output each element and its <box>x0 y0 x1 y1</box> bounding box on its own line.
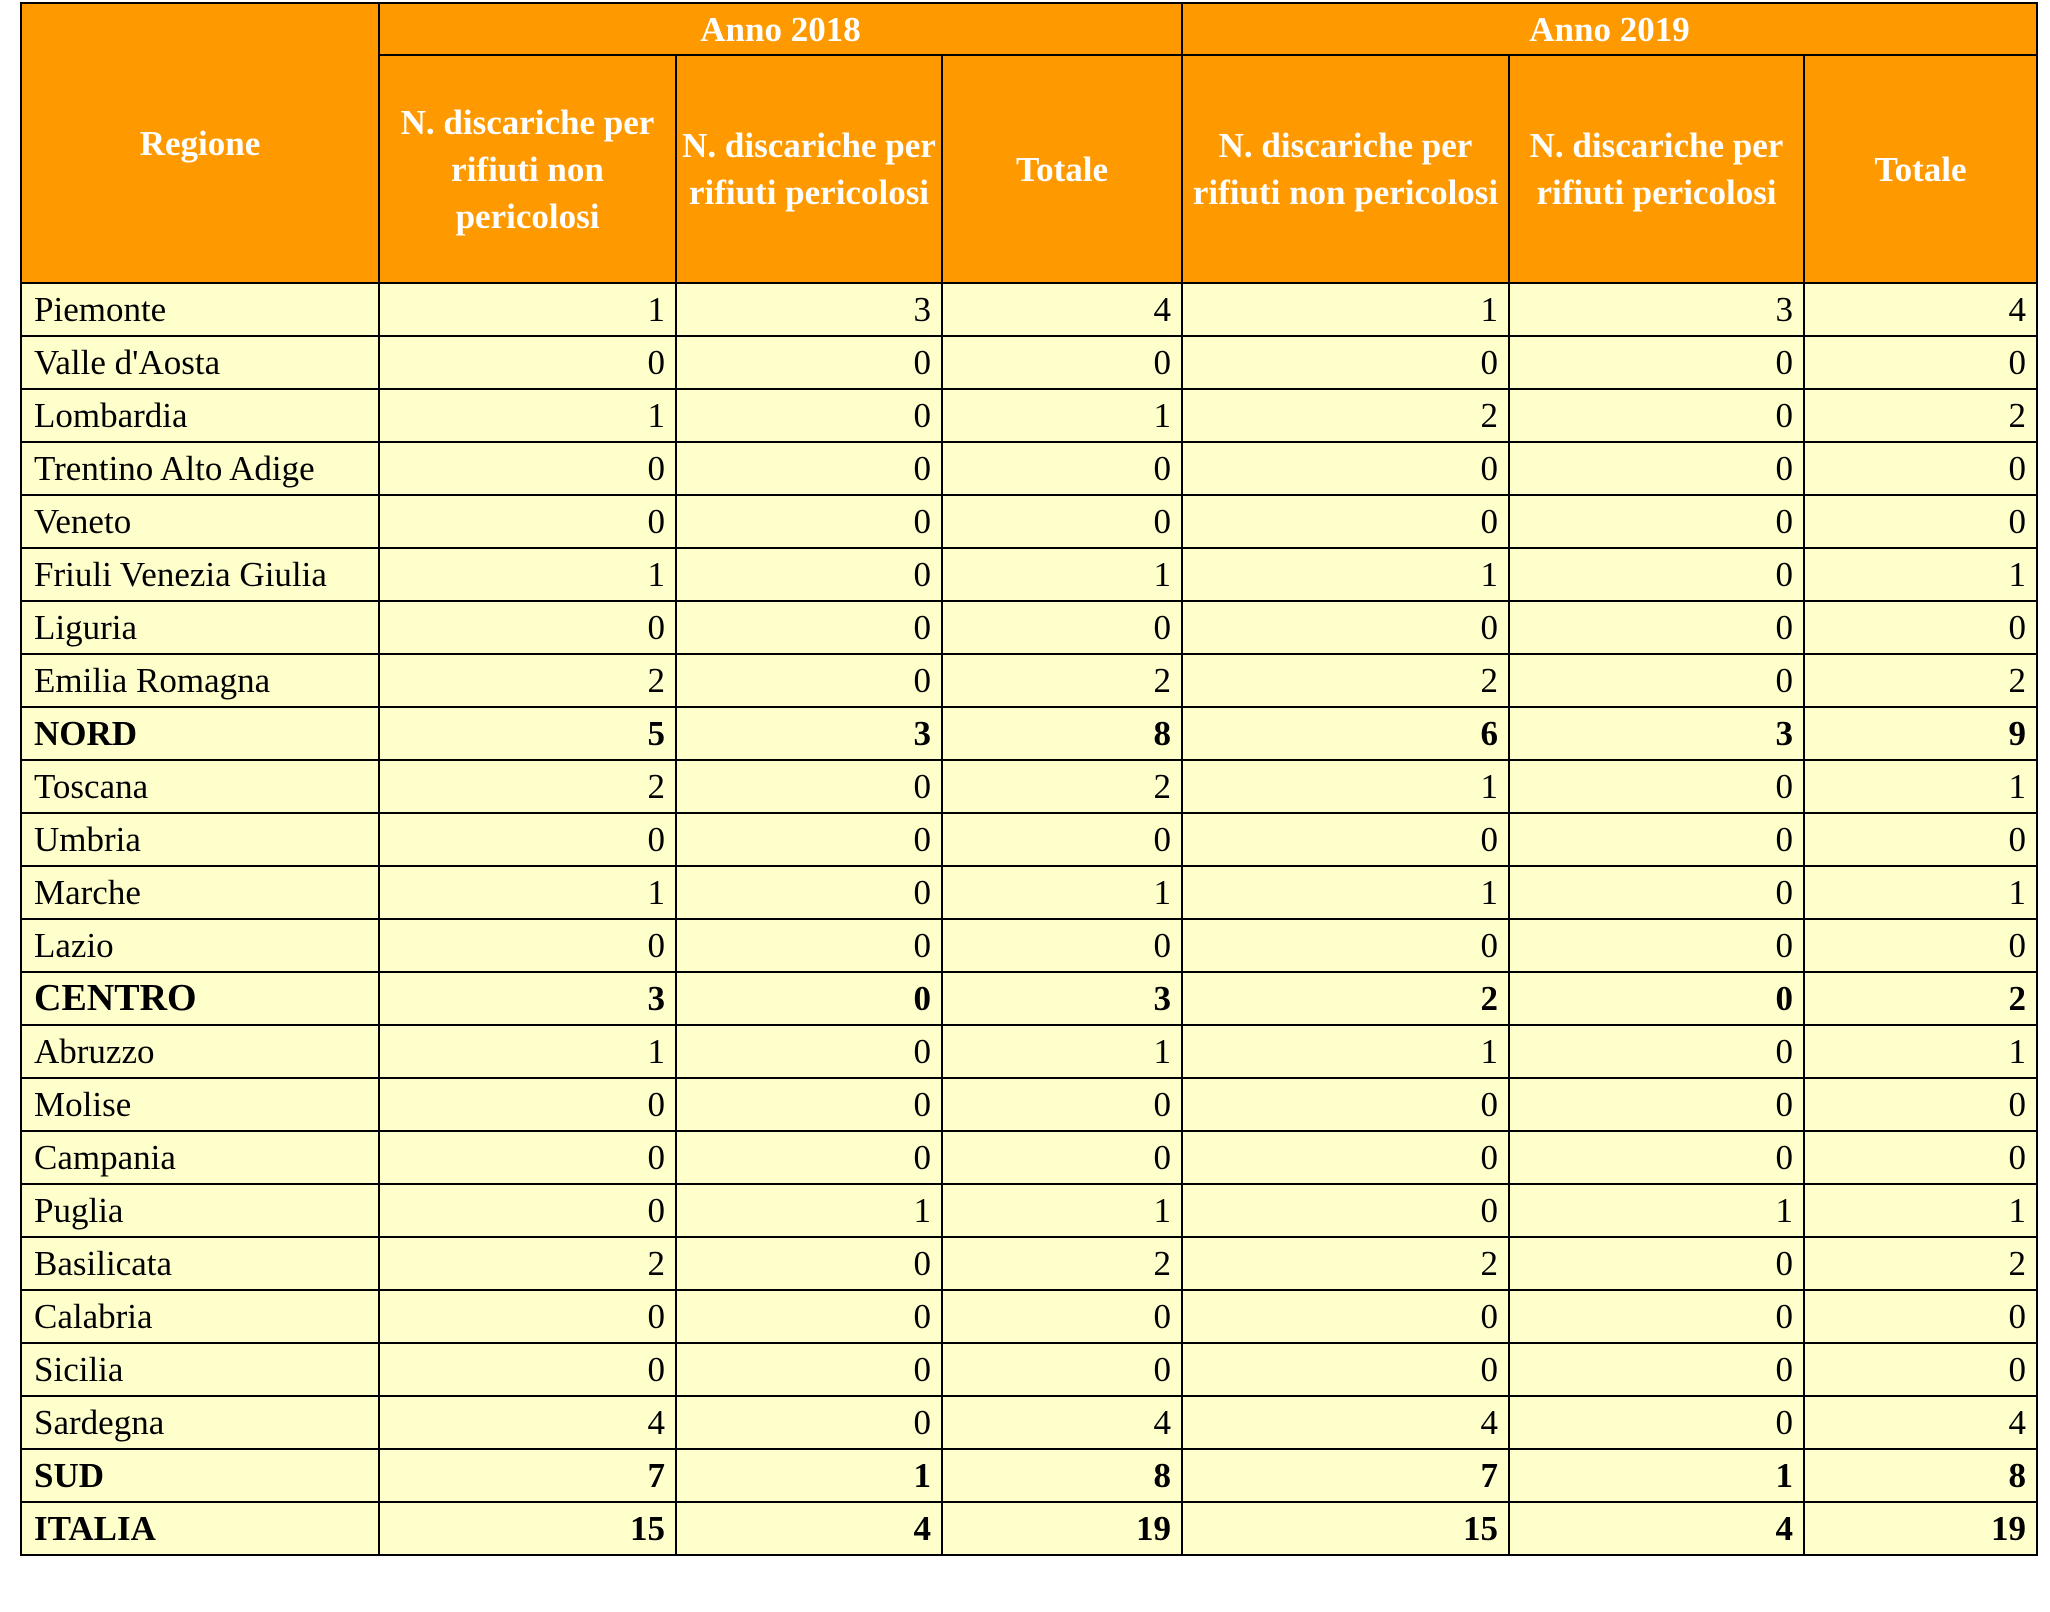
non-hazardous-2019-cell: 0 <box>1182 1131 1509 1184</box>
non-hazardous-2019-cell: 0 <box>1182 336 1509 389</box>
non-hazardous-2019-cell: 0 <box>1182 1290 1509 1343</box>
region-name-cell: CENTRO <box>21 972 379 1025</box>
region-name-cell: Sicilia <box>21 1343 379 1396</box>
hazardous-2018-cell: 0 <box>676 1237 942 1290</box>
table-row <box>21 601 2037 654</box>
table-row <box>21 1184 2037 1237</box>
hazardous-2019-cell: 0 <box>1509 601 1804 654</box>
region-name-cell: Emilia Romagna <box>21 654 379 707</box>
hazardous-2019-cell: 1 <box>1509 1449 1804 1502</box>
hazardous-2018-cell: 0 <box>676 442 942 495</box>
total-2019-cell: 0 <box>1804 1131 2037 1184</box>
non-hazardous-2019-cell: 0 <box>1182 495 1509 548</box>
non-hazardous-2018-cell: 3 <box>379 972 676 1025</box>
total-2019-cell: 1 <box>1804 1184 2037 1237</box>
total-2018-cell: 0 <box>942 336 1182 389</box>
table-header <box>21 3 2037 283</box>
total-2018-cell: 0 <box>942 1131 1182 1184</box>
total-2018-cell: 2 <box>942 1237 1182 1290</box>
total-2019-cell: 1 <box>1804 1025 2037 1078</box>
column-header-non-hazardous-2018: N. discariche per rifiuti non pericolosi <box>379 55 676 283</box>
total-2019-cell: 8 <box>1804 1449 2037 1502</box>
non-hazardous-2019-cell: 1 <box>1182 866 1509 919</box>
table-row <box>21 389 2037 442</box>
table-row <box>21 1396 2037 1449</box>
non-hazardous-2018-cell: 0 <box>379 336 676 389</box>
hazardous-2018-cell: 0 <box>676 1290 942 1343</box>
region-name-cell: Calabria <box>21 1290 379 1343</box>
total-2018-cell: 0 <box>942 1343 1182 1396</box>
region-name-cell: Basilicata <box>21 1237 379 1290</box>
hazardous-2019-cell: 0 <box>1509 495 1804 548</box>
total-2019-cell: 0 <box>1804 442 2037 495</box>
hazardous-2018-cell: 1 <box>676 1184 942 1237</box>
hazardous-2018-cell: 0 <box>676 1343 942 1396</box>
hazardous-2018-cell: 0 <box>676 760 942 813</box>
region-name-cell: NORD <box>21 707 379 760</box>
total-2018-cell: 1 <box>942 1025 1182 1078</box>
non-hazardous-2018-cell: 1 <box>379 389 676 442</box>
hazardous-2018-cell: 4 <box>676 1502 942 1555</box>
total-2019-cell: 0 <box>1804 495 2037 548</box>
hazardous-2018-cell: 0 <box>676 1131 942 1184</box>
table-row <box>21 1078 2037 1131</box>
table-row <box>21 1290 2037 1343</box>
hazardous-2018-cell: 0 <box>676 495 942 548</box>
column-header-total-2018: Totale <box>942 55 1182 283</box>
total-2018-cell: 2 <box>942 654 1182 707</box>
hazardous-2019-cell: 0 <box>1509 1396 1804 1449</box>
total-2019-cell: 2 <box>1804 654 2037 707</box>
total-2019-cell: 0 <box>1804 1290 2037 1343</box>
non-hazardous-2018-cell: 0 <box>379 1290 676 1343</box>
hazardous-2018-cell: 0 <box>676 866 942 919</box>
region-name-cell: Sardegna <box>21 1396 379 1449</box>
hazardous-2018-cell: 0 <box>676 919 942 972</box>
hazardous-2018-cell: 3 <box>676 283 942 336</box>
total-2018-cell: 8 <box>942 1449 1182 1502</box>
total-2018-cell: 4 <box>942 1396 1182 1449</box>
table-row <box>21 283 2037 336</box>
non-hazardous-2018-cell: 1 <box>379 548 676 601</box>
total-2018-cell: 0 <box>942 919 1182 972</box>
total-2019-cell: 2 <box>1804 1237 2037 1290</box>
hazardous-2018-cell: 0 <box>676 972 942 1025</box>
table-container <box>20 2 2038 1556</box>
hazardous-2019-cell: 0 <box>1509 1131 1804 1184</box>
table-row <box>21 919 2037 972</box>
table-row <box>21 495 2037 548</box>
non-hazardous-2019-cell: 7 <box>1182 1449 1509 1502</box>
region-name-cell: Piemonte <box>21 283 379 336</box>
column-header-hazardous-2018: N. discariche per rifiuti pericolosi <box>676 55 942 283</box>
hazardous-2019-cell: 0 <box>1509 1237 1804 1290</box>
non-hazardous-2018-cell: 0 <box>379 919 676 972</box>
non-hazardous-2019-cell: 0 <box>1182 442 1509 495</box>
total-2018-cell: 0 <box>942 813 1182 866</box>
region-name-cell: SUD <box>21 1449 379 1502</box>
table-row <box>21 442 2037 495</box>
table-row-subtotal <box>21 1502 2037 1555</box>
column-header-non-hazardous-2019: N. discariche per rifiuti non pericolosi <box>1182 55 1509 283</box>
table-row-subtotal <box>21 1449 2037 1502</box>
non-hazardous-2018-cell: 1 <box>379 1025 676 1078</box>
region-name-cell: Marche <box>21 866 379 919</box>
hazardous-2019-cell: 1 <box>1509 1184 1804 1237</box>
region-name-cell: Liguria <box>21 601 379 654</box>
hazardous-2019-cell: 0 <box>1509 1290 1804 1343</box>
hazardous-2019-cell: 0 <box>1509 389 1804 442</box>
hazardous-2019-cell: 0 <box>1509 1343 1804 1396</box>
non-hazardous-2018-cell: 15 <box>379 1502 676 1555</box>
hazardous-2019-cell: 0 <box>1509 760 1804 813</box>
non-hazardous-2018-cell: 2 <box>379 760 676 813</box>
total-2019-cell: 0 <box>1804 813 2037 866</box>
landfill-table <box>20 2 2038 1556</box>
total-2018-cell: 0 <box>942 495 1182 548</box>
region-name-cell: Molise <box>21 1078 379 1131</box>
total-2019-cell: 19 <box>1804 1502 2037 1555</box>
non-hazardous-2019-cell: 2 <box>1182 389 1509 442</box>
hazardous-2018-cell: 3 <box>676 707 942 760</box>
table-row <box>21 1025 2037 1078</box>
hazardous-2018-cell: 0 <box>676 389 942 442</box>
non-hazardous-2018-cell: 0 <box>379 495 676 548</box>
table-row <box>21 813 2037 866</box>
non-hazardous-2019-cell: 0 <box>1182 1184 1509 1237</box>
non-hazardous-2019-cell: 2 <box>1182 654 1509 707</box>
total-2018-cell: 19 <box>942 1502 1182 1555</box>
non-hazardous-2019-cell: 0 <box>1182 1078 1509 1131</box>
column-header-hazardous-2019: N. discariche per rifiuti pericolosi <box>1509 55 1804 283</box>
non-hazardous-2018-cell: 2 <box>379 1237 676 1290</box>
total-2018-cell: 1 <box>942 548 1182 601</box>
total-2018-cell: 1 <box>942 389 1182 442</box>
hazardous-2019-cell: 0 <box>1509 654 1804 707</box>
non-hazardous-2019-cell: 6 <box>1182 707 1509 760</box>
table-row <box>21 1131 2037 1184</box>
hazardous-2019-cell: 0 <box>1509 866 1804 919</box>
hazardous-2019-cell: 0 <box>1509 919 1804 972</box>
non-hazardous-2018-cell: 5 <box>379 707 676 760</box>
hazardous-2018-cell: 0 <box>676 1025 942 1078</box>
non-hazardous-2019-cell: 1 <box>1182 548 1509 601</box>
non-hazardous-2018-cell: 1 <box>379 866 676 919</box>
hazardous-2019-cell: 3 <box>1509 283 1804 336</box>
non-hazardous-2018-cell: 0 <box>379 1078 676 1131</box>
hazardous-2019-cell: 0 <box>1509 1078 1804 1131</box>
table-row <box>21 760 2037 813</box>
non-hazardous-2019-cell: 2 <box>1182 1237 1509 1290</box>
total-2019-cell: 2 <box>1804 389 2037 442</box>
non-hazardous-2018-cell: 0 <box>379 1343 676 1396</box>
region-name-cell: ITALIA <box>21 1502 379 1555</box>
non-hazardous-2019-cell: 1 <box>1182 283 1509 336</box>
table-row <box>21 1237 2037 1290</box>
total-2019-cell: 1 <box>1804 866 2037 919</box>
region-name-cell: Toscana <box>21 760 379 813</box>
column-header-year-2019: Anno 2019 <box>1182 3 2037 55</box>
hazardous-2019-cell: 4 <box>1509 1502 1804 1555</box>
hazardous-2019-cell: 0 <box>1509 972 1804 1025</box>
hazardous-2019-cell: 3 <box>1509 707 1804 760</box>
region-name-cell: Umbria <box>21 813 379 866</box>
hazardous-2019-cell: 0 <box>1509 442 1804 495</box>
non-hazardous-2018-cell: 1 <box>379 283 676 336</box>
non-hazardous-2019-cell: 1 <box>1182 760 1509 813</box>
non-hazardous-2018-cell: 0 <box>379 442 676 495</box>
total-2018-cell: 0 <box>942 1290 1182 1343</box>
region-name-cell: Valle d'Aosta <box>21 336 379 389</box>
non-hazardous-2019-cell: 0 <box>1182 1343 1509 1396</box>
total-2018-cell: 0 <box>942 601 1182 654</box>
table-row <box>21 1343 2037 1396</box>
non-hazardous-2019-cell: 4 <box>1182 1396 1509 1449</box>
total-2018-cell: 1 <box>942 866 1182 919</box>
total-2019-cell: 0 <box>1804 1343 2037 1396</box>
total-2019-cell: 0 <box>1804 1078 2037 1131</box>
table-body <box>21 283 2037 1555</box>
total-2018-cell: 3 <box>942 972 1182 1025</box>
region-name-cell: Friuli Venezia Giulia <box>21 548 379 601</box>
total-2018-cell: 8 <box>942 707 1182 760</box>
column-header-total-2019: Totale <box>1804 55 2037 283</box>
total-2019-cell: 0 <box>1804 919 2037 972</box>
total-2019-cell: 0 <box>1804 601 2037 654</box>
hazardous-2018-cell: 0 <box>676 336 942 389</box>
region-name-cell: Veneto <box>21 495 379 548</box>
column-header-year-2018: Anno 2018 <box>379 3 1182 55</box>
hazardous-2018-cell: 0 <box>676 601 942 654</box>
non-hazardous-2018-cell: 7 <box>379 1449 676 1502</box>
hazardous-2019-cell: 0 <box>1509 813 1804 866</box>
table-row <box>21 654 2037 707</box>
hazardous-2018-cell: 0 <box>676 813 942 866</box>
header-row-years <box>21 3 2037 55</box>
table-row <box>21 866 2037 919</box>
total-2019-cell: 2 <box>1804 972 2037 1025</box>
region-name-cell: Abruzzo <box>21 1025 379 1078</box>
total-2019-cell: 9 <box>1804 707 2037 760</box>
total-2019-cell: 1 <box>1804 548 2037 601</box>
hazardous-2019-cell: 0 <box>1509 1025 1804 1078</box>
region-name-cell: Trentino Alto Adige <box>21 442 379 495</box>
total-2018-cell: 2 <box>942 760 1182 813</box>
hazardous-2018-cell: 0 <box>676 1396 942 1449</box>
region-name-cell: Puglia <box>21 1184 379 1237</box>
total-2018-cell: 1 <box>942 1184 1182 1237</box>
total-2018-cell: 0 <box>942 1078 1182 1131</box>
non-hazardous-2018-cell: 0 <box>379 601 676 654</box>
column-header-region: Regione <box>21 3 379 283</box>
table-row-subtotal <box>21 972 2037 1025</box>
region-name-cell: Lazio <box>21 919 379 972</box>
non-hazardous-2018-cell: 4 <box>379 1396 676 1449</box>
table-row-subtotal <box>21 707 2037 760</box>
non-hazardous-2018-cell: 0 <box>379 813 676 866</box>
hazardous-2019-cell: 0 <box>1509 336 1804 389</box>
non-hazardous-2019-cell: 1 <box>1182 1025 1509 1078</box>
non-hazardous-2019-cell: 0 <box>1182 601 1509 654</box>
non-hazardous-2019-cell: 2 <box>1182 972 1509 1025</box>
total-2019-cell: 0 <box>1804 336 2037 389</box>
hazardous-2018-cell: 0 <box>676 1078 942 1131</box>
region-name-cell: Campania <box>21 1131 379 1184</box>
region-name-cell: Lombardia <box>21 389 379 442</box>
table-row <box>21 548 2037 601</box>
non-hazardous-2018-cell: 0 <box>379 1184 676 1237</box>
hazardous-2018-cell: 0 <box>676 654 942 707</box>
total-2019-cell: 4 <box>1804 1396 2037 1449</box>
non-hazardous-2018-cell: 2 <box>379 654 676 707</box>
non-hazardous-2019-cell: 0 <box>1182 813 1509 866</box>
non-hazardous-2019-cell: 0 <box>1182 919 1509 972</box>
non-hazardous-2019-cell: 15 <box>1182 1502 1509 1555</box>
total-2018-cell: 4 <box>942 283 1182 336</box>
hazardous-2018-cell: 1 <box>676 1449 942 1502</box>
hazardous-2019-cell: 0 <box>1509 548 1804 601</box>
total-2018-cell: 0 <box>942 442 1182 495</box>
total-2019-cell: 4 <box>1804 283 2037 336</box>
total-2019-cell: 1 <box>1804 760 2037 813</box>
hazardous-2018-cell: 0 <box>676 548 942 601</box>
non-hazardous-2018-cell: 0 <box>379 1131 676 1184</box>
table-row <box>21 336 2037 389</box>
